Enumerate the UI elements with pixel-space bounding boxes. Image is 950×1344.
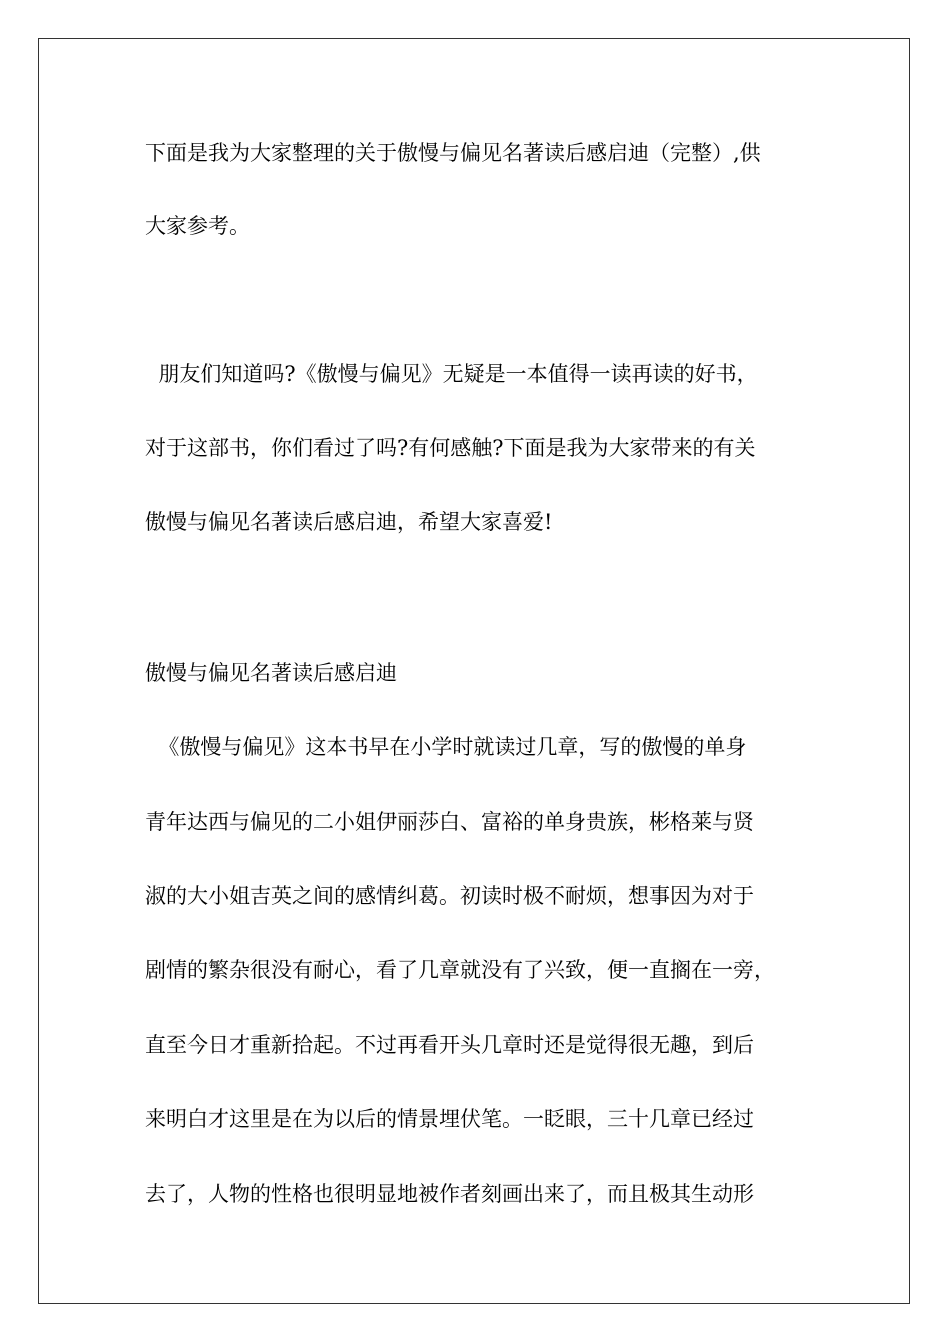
section-heading: 傲慢与偏见名著读后感启迪 <box>145 661 397 685</box>
body-line-2: 青年达西与偏见的二小姐伊丽莎白、富裕的单身贵族，彬格莱与贤 <box>145 810 754 834</box>
preface-line-2: 对于这部书，你们看过了吗?有何感触?下面是我为大家带来的有关 <box>145 436 756 460</box>
body-line-5: 直至今日才重新拾起。不过再看开头几章时还是觉得很无趣，到后 <box>145 1033 754 1057</box>
body-line-7: 去了，人物的性格也很明显地被作者刻画出来了，而且极其生动形 <box>145 1182 754 1206</box>
preface-line-1: 朋友们知道吗?《傲慢与偏见》无疑是一本值得一读再读的好书， <box>145 362 758 386</box>
body-line-4: 剧情的繁杂很没有耐心，看了几章就没有了兴致，便一直搁在一旁， <box>145 958 775 982</box>
preface-line-3: 傲慢与偏见名著读后感启迪，希望大家喜爱! <box>145 510 553 534</box>
body-line-3: 淑的大小姐吉英之间的感情纠葛。初读时极不耐烦，想事因为对于 <box>145 884 754 908</box>
intro-line-2: 大家参考。 <box>145 214 250 238</box>
intro-line-1: 下面是我为大家整理的关于傲慢与偏见名著读后感启迪（完整）,供 <box>145 141 761 165</box>
body-line-1: 《傲慢与偏见》这本书早在小学时就读过几章，写的傲慢的单身 <box>145 735 747 759</box>
body-line-6: 来明白才这里是在为以后的情景埋伏笔。一眨眼，三十几章已经过 <box>145 1107 754 1131</box>
